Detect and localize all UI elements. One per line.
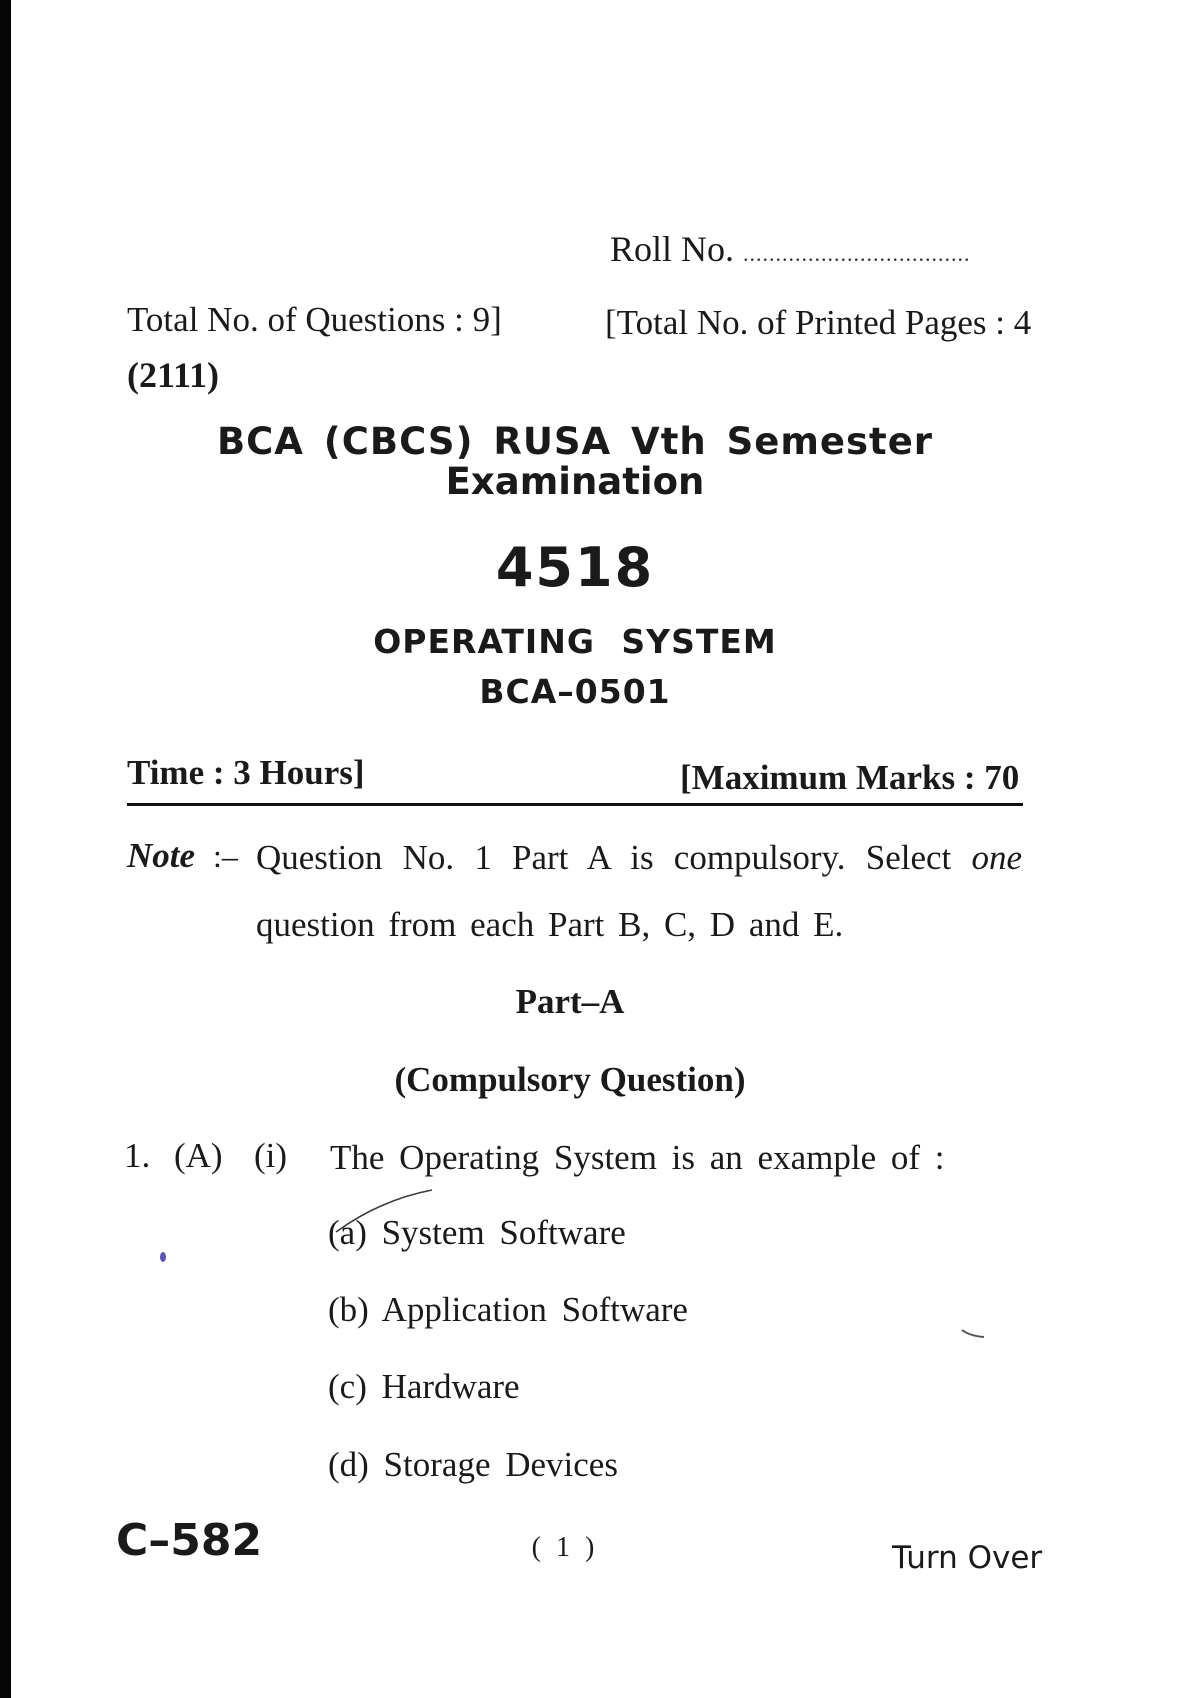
- section-subtitle: (Compulsory Question): [394, 1060, 746, 1099]
- pen-tick-mark: [336, 1190, 432, 1232]
- time-allowed: Time : 3 Hours]: [127, 753, 365, 792]
- page-number: ( 1 ): [531, 1532, 599, 1563]
- question-part: (A): [174, 1136, 223, 1175]
- question-text: The Operating System is an example of :: [330, 1138, 945, 1177]
- option-a: (a) System Software: [328, 1213, 626, 1252]
- subject-title: OPERATING SYSTEM: [373, 622, 777, 661]
- roll-number-blank: ...................................: [743, 241, 971, 266]
- option-b: (b) Application Software: [328, 1290, 688, 1329]
- note-line1-text: Question No. 1 Part A is compulsory. Select: [256, 838, 952, 877]
- maximum-marks: [Maximum Marks : 70: [680, 758, 1020, 797]
- roll-number-label: Roll No.: [610, 229, 735, 269]
- exam-title-line2: Examination: [445, 460, 705, 503]
- option-c: (c) Hardware: [328, 1367, 520, 1406]
- pen-stray-stroke: [962, 1330, 984, 1337]
- exam-title-line1: BCA (CBCS) RUSA Vth Semester: [216, 420, 934, 463]
- total-questions: Total No. of Questions : 9]: [127, 300, 502, 339]
- option-d: (d) Storage Devices: [328, 1445, 618, 1484]
- note-label: Note: [127, 836, 196, 875]
- total-printed-pages: [Total No. of Printed Pages : 4: [605, 303, 1032, 342]
- ink-dot: [160, 1252, 166, 1262]
- paper-code: 4518: [495, 536, 655, 599]
- turn-over-label: Turn Over: [892, 1540, 1043, 1576]
- paper-reference-code: C–582: [116, 1515, 263, 1566]
- note-line1-emphasis: one: [971, 838, 1023, 877]
- note-separator: :–: [213, 838, 238, 874]
- section-heading: Part–A: [515, 982, 625, 1021]
- note-line2: question from each Part B, C, D and E.: [256, 905, 844, 944]
- question-subpart: (i): [254, 1136, 288, 1175]
- exam-code: (2111): [127, 355, 220, 395]
- question-number: 1.: [124, 1136, 151, 1175]
- course-code: BCA–0501: [479, 672, 671, 711]
